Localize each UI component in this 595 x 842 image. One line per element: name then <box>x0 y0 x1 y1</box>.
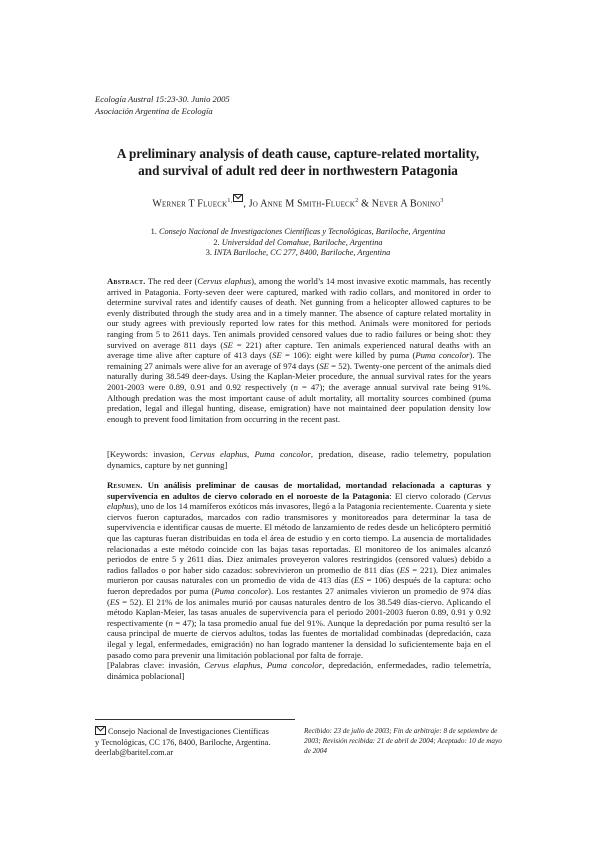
keywords-text: [Keywords: invasion, <box>107 449 191 459</box>
received-dates: Recibido: 23 de julio de 2003; Fin de arbitraje: 8 de septiembre de 2003; Revisión recibida: 21 de abril de 2004; Aceptado: 10 de mayo de 2004 <box>304 727 502 755</box>
author-2: Jo Anne M Smith-Flueck <box>248 198 356 210</box>
abstract-label: Abstract. <box>107 276 146 286</box>
resumen-species: Puma concolor <box>214 585 269 596</box>
abstract <box>107 276 491 424</box>
affiliation-number: 1. <box>150 227 157 236</box>
abstract-text: = 47); the average annual survival rate being 91%. Although predation was the most important cause of adult mortality, all mortality sources combined (puma predation, legal and illegal hunting, disease, emigration) have not maintained deer population density low enough to prevent food limitation from occurring in the recent past. <box>107 381 492 424</box>
affiliation-number: 3. <box>205 248 212 257</box>
affiliation-number: 2. <box>213 237 220 247</box>
abstract-stat: SE <box>272 350 282 361</box>
keywords-text: , predation, disease, radio telemetry, population dynamics, capture by net gunning] <box>107 449 491 470</box>
correspondence-line-1 <box>95 725 300 738</box>
abstract-text: ), among the world’s 14 most invasive exotic mammals, has recently arrived in Patagonia. Forty-seven deer were captured, marked with radio collars, and monitored in order to determine survival rates and identify causes of death. Net gunning from a helicopter allowed captures to be evenly distributed through the study area and in a timely manner. The absence of capture related mortality in our study agrees with previously reported low rates for this method. Animals were monitored for periods ranging from 5 to 2611 days. Ten animals provided censored values due to radio failures or being shot: they survived on average 811 days ( <box>107 276 492 350</box>
author-3-affil: 3 <box>440 198 444 204</box>
affiliations <box>88 227 508 259</box>
author-2-affil: 2 <box>355 198 359 204</box>
resumen-text: ), uno de los 14 mamíferos exóticos más invasores, llegó a la Patagonia recientemente. Cuarenta y siete ciervos fueron capturados, marcados con radio transmisores y monitoreados para determinar la tasa de supervivencia e identificar causas de muerte. El método de lanzamiento de redes desde un helicóptero permitió que las capturas fueran distribuidas en toda el área de estudio y en corto tiempo. La ausencia de mortalidades relacionadas a este método coincide con las bajas tasas reportadas. El monitoreo de los animales alcanzó periodos de entre 5 y 2611 días. Diez animales proveyeron valores restringidos (censored values) debido a radios fallados o por haber sido cazados: sobrevivieron un promedio de 811 días ( <box>107 501 491 575</box>
article-title <box>88 145 508 179</box>
keywords-species: Puma concolor <box>254 449 311 459</box>
affiliation-2 <box>88 238 508 249</box>
abstract-text: = 106): eight were killed by puma ( <box>281 350 416 361</box>
abstract-stat: SE <box>319 360 329 371</box>
palabras-text: , depredación, enfermedades, radio telemetría, dinámica poblacional] <box>107 660 492 681</box>
email-icon <box>233 194 243 202</box>
affiliation-text: INTA Bariloche, CC 277, 8400, Bariloche, Argentina <box>214 248 391 257</box>
abstract-species: Puma concolor <box>415 350 470 361</box>
resumen <box>107 480 491 660</box>
affiliation-3 <box>88 248 508 259</box>
resumen-label: Resumen. <box>107 480 143 490</box>
abstract-text: = 221) after capture. Ten animals experienced natural deaths with an average time alive after capture of 413 days ( <box>107 339 491 361</box>
resumen-stat: ES <box>109 596 120 607</box>
journal-line-1: Ecología Austral 15:23-30. Junio 2005 <box>95 94 230 104</box>
abstract-stat: n <box>293 381 298 392</box>
correspondence-email: deerlab@baritel.com.ar <box>95 748 174 758</box>
resumen-title: Un análisis preliminar de causas de mortalidad, mortandad relacionada a capturas y supervivencia en adultos de ciervo colorado en el noroeste de la Patagonia <box>107 480 491 501</box>
palabras-species: Puma concolor <box>266 660 323 670</box>
keywords-species: Cervus elaphus <box>190 449 248 459</box>
abstract-text: ). The remaining 27 animals were alive for an average of 974 days ( <box>107 350 491 371</box>
resumen-text: ). Los restantes 27 animales vivieron un promedio de 974 días ( <box>107 585 491 607</box>
title-line-2: and survival of adult red deer in northwestern Patagonia <box>138 163 458 178</box>
affiliation-text: Universidad del Comahue, Bariloche, Argentina <box>221 237 383 247</box>
author-list <box>88 198 508 209</box>
resumen-text: = 106) después de la captura: ocho fueron depredados por puma ( <box>107 575 491 596</box>
footnote-rule <box>95 719 295 720</box>
envelope-icon <box>95 726 106 735</box>
journal-citation <box>95 93 230 117</box>
author-1-affil: 1, <box>227 198 233 204</box>
correspondence-address: Consejo Nacional de Investigaciones Científicas <box>108 727 269 736</box>
affiliation-text: Consejo Nacional de Investigaciones Científicas y Tecnológicas, Bariloche, Argentina <box>158 227 446 236</box>
author-1: Werner T Flueck <box>152 198 228 210</box>
abstract-text: The red deer ( <box>145 276 198 286</box>
palabras-text: , <box>260 660 267 670</box>
abstract-species: Cervus elaphus <box>197 276 252 286</box>
resumen-species: Cervus elaphus <box>107 490 491 512</box>
resumen-text: : El ciervo colorado ( <box>389 490 467 501</box>
palabras-text: [Palabras clave: invasión, <box>107 660 205 670</box>
palabras-clave <box>107 660 491 682</box>
resumen-stat: ES <box>353 575 364 586</box>
author-sep-2: & <box>358 198 372 210</box>
title-line-1: A preliminary analysis of death cause, capture-related mortality, <box>116 146 480 161</box>
resumen-stat: n <box>168 617 173 628</box>
affiliation-1 <box>88 227 508 238</box>
keywords-text: , <box>247 449 255 459</box>
author-sep-1: , <box>243 198 249 210</box>
abstract-text: = 52). Twenty-one percent of the animals died naturally during 38.549 deer-days. Using the Kaplan-Meier procedure, the annual survival rates for the years 2001-2003 were 0.89, 0.91 and 0.92 respectively ( <box>107 360 491 392</box>
resumen-text: = 52). El 21% de los animales murió por causas naturales dentro de los 38.549 días-ciervo. Aplicando el método Kaplan-Meier, las tasas anuales de supervivencia para el periodo 2001-2003 fueron 0.89, 0.91 y 0.92 respectivamente ( <box>107 596 491 628</box>
correspondence-footnote <box>95 725 300 759</box>
journal-line-2: Asociación Argentina de Ecología <box>95 106 213 116</box>
abstract-stat: SE <box>223 339 233 350</box>
author-3: Never A Bonino <box>371 198 441 210</box>
resumen-stat: ES <box>399 564 410 575</box>
palabras-species: Cervus elaphus <box>204 660 261 670</box>
resumen-text: = 221). Diez animales murieron por causas naturales con un promedio de vida de 413 días ( <box>107 564 491 586</box>
correspondence-line-2: y Tecnológicas, CC 176, 8400, Bariloche, Argentina. <box>95 737 271 747</box>
resumen-text: = 47); la tasa promedio anual fue del 91%. Aunque la depredación por puma resultó ser la causa principal de muerte de ciervos adultos, todas las fuentes de mortalidad combinadas (depredación, caza ilegal y legal, enfermedades, emigración) no han logrado mantener la densidad lo suficientemente baja en el pasado como para prevenir una limitación poblacional por falta de forraje. <box>107 617 491 660</box>
keywords <box>107 449 491 471</box>
